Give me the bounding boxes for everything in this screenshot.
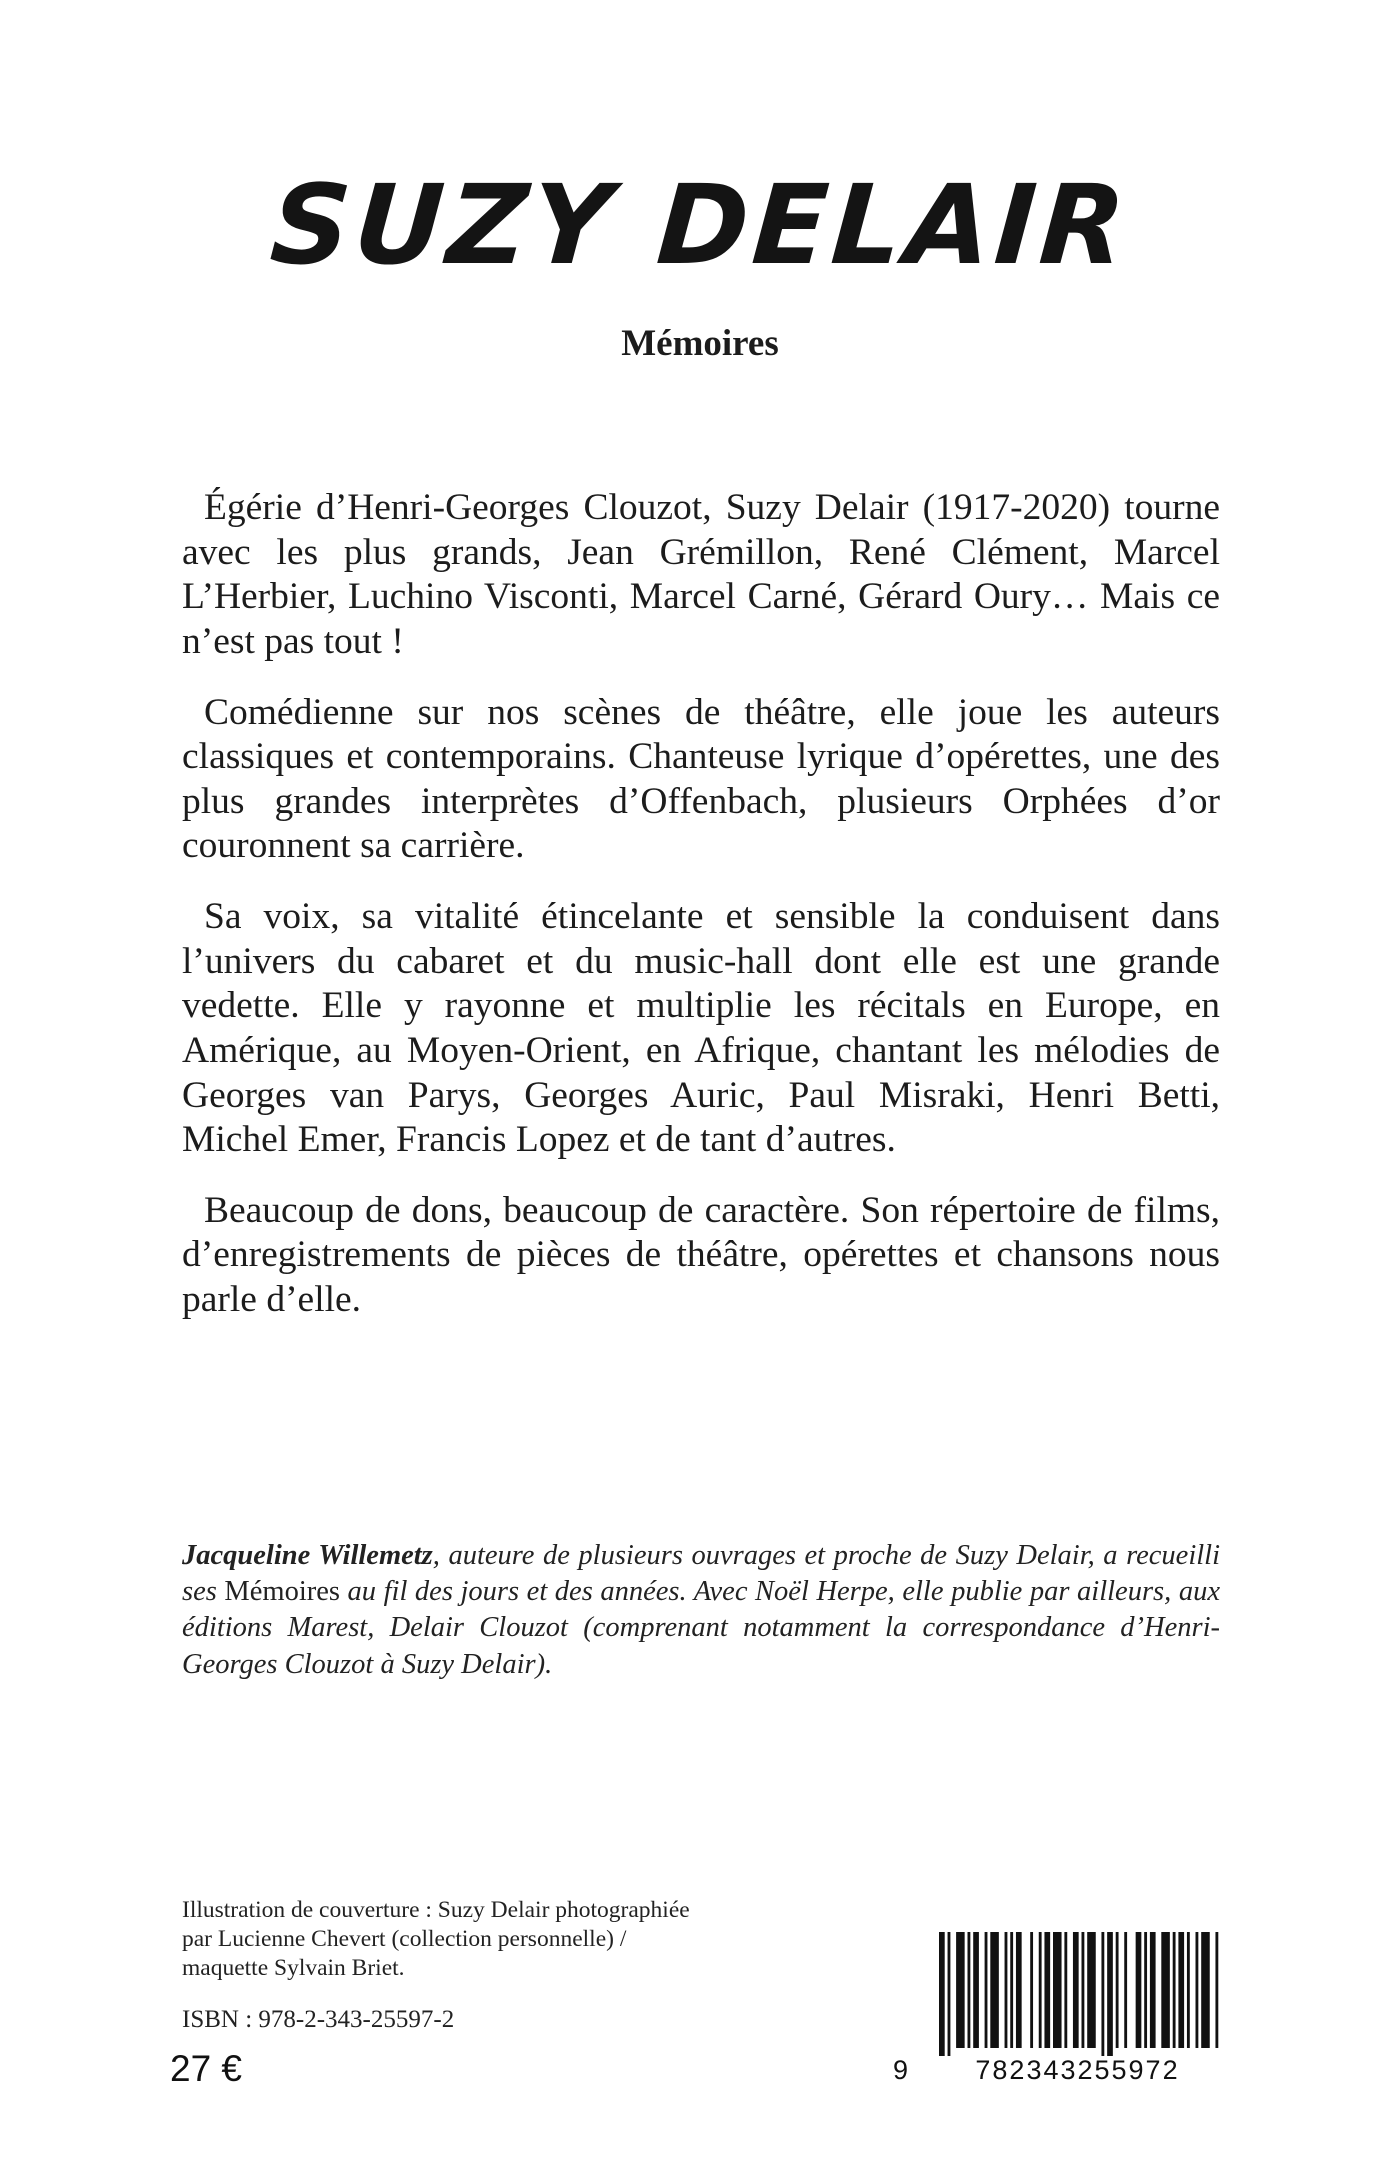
- credits-line-3: maquette Sylvain Briet.: [182, 1954, 405, 1981]
- author-note-text-1: , auteure de plusieurs ouvrages et proche de Suzy Delair, a recueilli ses: [182, 1540, 1220, 1608]
- book-subtitle: Mémoires: [621, 323, 779, 364]
- author-note-text-2: au fil des jours et des années. Avec Noël Herpe, elle publie par ailleurs, aux éditions Marest, Delair Clouzot (comprenant notamment la correspondance d’Henri-Georges Clouzot à Suzy Delair).: [182, 1576, 1220, 1680]
- isbn-label: ISBN : 978-2-343-25597-2: [182, 2006, 455, 2033]
- price-label: 27 €: [170, 2048, 243, 2089]
- author-name: Jacqueline Willemetz: [182, 1540, 433, 1571]
- book-title: SUZY DELAIR: [266, 161, 1134, 289]
- barcode-digits: 782343255972: [975, 2055, 1180, 2085]
- blurb-paragraph-4: Beaucoup de dons, beaucoup de caractère. Son répertoire de films, d’enregistrements de pièces de théâtre, opérettes et chansons nous parle d’elle.: [182, 1189, 1220, 1320]
- barcode: [893, 1932, 1220, 2092]
- barcode-bars: [935, 1932, 1220, 2056]
- barcode-first-digit: 9: [893, 2055, 909, 2085]
- blurb-paragraph-2: Comédienne sur nos scènes de théâtre, elle joue les auteurs classiques et contemporains. Chanteuse lyrique d’opérettes, une des plus grandes interprètes d’Offenbach, plusieurs Orphées d’or couronnent sa carrière.: [182, 691, 1220, 867]
- cover-credits: [182, 1896, 802, 1983]
- author-note-book-title: Mémoires: [224, 1576, 340, 1608]
- blurb-paragraph-1: Égérie d’Henri-Georges Clouzot, Suzy Delair (1917-2020) tourne avec les plus grands, Jean Grémillon, René Clément, Marcel L’Herbier, Luchino Visconti, Marcel Carné, Gérard Oury… Mais ce n’est pas tout !: [182, 487, 1220, 662]
- blurb-paragraph-3: Sa voix, sa vitalité étincelante et sensible la conduisent dans l’univers du cabaret et du music-hall dont elle est une grande vedette. Elle y rayonne et multiplie les récitals en Europe, en Amérique, au Moyen-Orient, en Afrique, chantant les mélodies de Georges van Parys, Georges Auric, Paul Misraki, Henri Betti, Michel Emer, Francis Lopez et de tant d’autres.: [182, 896, 1220, 1161]
- credits-line-2: par Lucienne Chevert (collection personnelle) /: [182, 1925, 627, 1952]
- author-note: [182, 1538, 1220, 1683]
- credits-line-1: Illustration de couverture : Suzy Delair photographiée: [182, 1897, 690, 1923]
- back-cover-blurb: [182, 486, 1220, 1349]
